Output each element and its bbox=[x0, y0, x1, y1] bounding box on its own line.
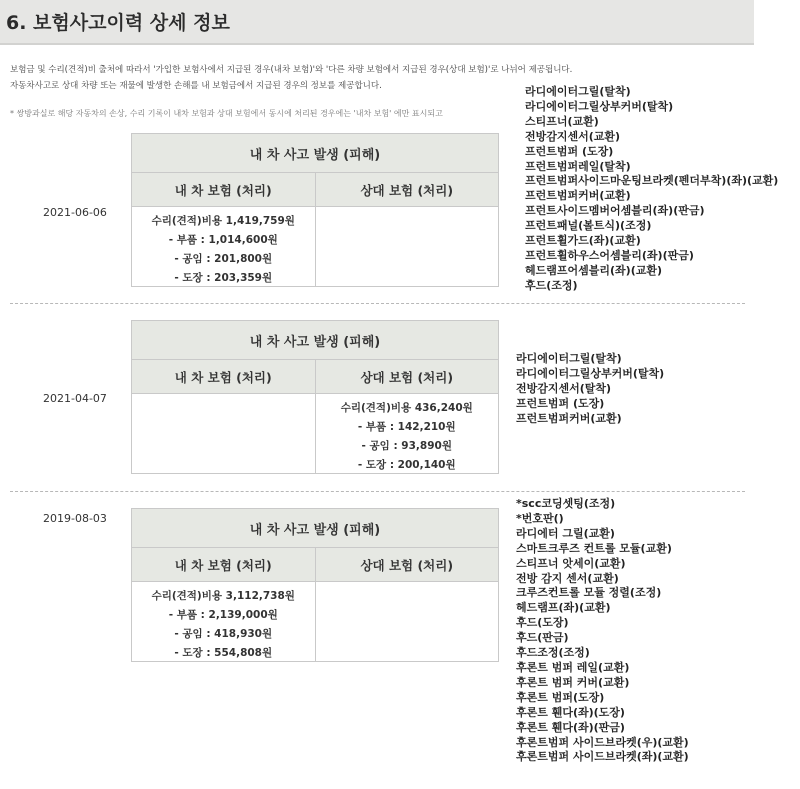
list-item: 후론트 범퍼 커버(교환) bbox=[516, 675, 630, 689]
intro-line-2: 자동차사고로 상대 차량 또는 재물에 발생한 손해를 내 보험금에서 지급된 경우의 정보를 제공합니다. bbox=[10, 81, 382, 91]
repair-total: 수리(견적)비용 436,240원 bbox=[340, 402, 473, 414]
list-item: 크루즈컨트롤 모듈 정렬(조정) bbox=[516, 586, 662, 600]
labor-cost: - 공임 : 201,800원 bbox=[174, 253, 273, 265]
list-item: 후론트범퍼 사이드브라켓(우)(교환) bbox=[516, 735, 689, 749]
other-insurance-cell bbox=[315, 394, 499, 473]
list-item: 라디에이터그릴(탈착) bbox=[516, 352, 622, 365]
list-item: 헤드램프(좌)(교환) bbox=[516, 601, 611, 615]
paint-cost: - 도장 : 200,140원 bbox=[357, 459, 456, 471]
my-insurance-header: 내 차 보험 (처리) bbox=[174, 557, 272, 573]
other-insurance-cell bbox=[315, 207, 499, 286]
list-item: 스티프너 앗세이(교환) bbox=[516, 556, 626, 570]
list-item: 프런트범퍼 (도장) bbox=[525, 144, 614, 158]
table-title: 내 차 사고 발생 (피해) bbox=[132, 321, 498, 360]
list-item: 후드(판금) bbox=[516, 631, 569, 645]
list-item: *번호판() bbox=[516, 511, 564, 525]
list-item: 프런트사이드멤버어셈블리(좌)(판금) bbox=[525, 204, 705, 218]
list-item: 스마트크루즈 컨트롤 모듈(교환) bbox=[516, 541, 672, 555]
list-item: 라디에이터그릴(탈착) bbox=[525, 85, 631, 98]
list-item: 라디에이터그릴상부커버(탈착) bbox=[516, 366, 665, 380]
list-item: 후론트 휀다(좌)(도장) bbox=[516, 705, 625, 719]
parts-cost: - 부품 : 142,210원 bbox=[357, 421, 456, 433]
list-item: 전방감지센서(탈착) bbox=[516, 381, 612, 395]
record-divider bbox=[10, 303, 745, 304]
list-item: 헤드램프어셈블리(좌)(교환) bbox=[525, 263, 662, 277]
list-item: *scc코딩셋팅(조정) bbox=[516, 497, 616, 510]
list-item: 프런트범퍼커버(교환) bbox=[516, 411, 622, 425]
repair-total: 수리(견적)비용 3,112,738원 bbox=[151, 590, 295, 602]
other-insurance-header: 상대 보험 (처리) bbox=[315, 360, 499, 393]
my-insurance-cell bbox=[132, 582, 315, 661]
section-header bbox=[0, 0, 754, 45]
accident-table bbox=[131, 320, 499, 474]
list-item: 프런트범퍼커버(교환) bbox=[525, 189, 631, 203]
list-item: 프런트범퍼사이드마운팅브라켓(펜더부착)(좌)(교환) bbox=[525, 174, 779, 188]
list-item: 후드조정(조정) bbox=[516, 646, 590, 660]
list-item: 프런트휠하우스어셈블리(좌)(판금) bbox=[525, 248, 694, 262]
paint-cost: - 도장 : 203,359원 bbox=[174, 272, 273, 284]
record-divider bbox=[10, 491, 745, 492]
intro-line-1: 보험금 및 수리(견적)비 출처에 따라서 '가입한 보험사에서 지급된 경우(내차 보험)'와 '다른 차량 보험에서 지급된 경우(상대 보험)'로 나뉘어 제공됩니다. bbox=[10, 65, 573, 75]
list-item: 후론트 범퍼 레일(교환) bbox=[516, 660, 630, 674]
list-item: 전방 감지 센서(교환) bbox=[516, 571, 619, 585]
list-item: 전방감지센서(교환) bbox=[525, 129, 621, 143]
list-item: 라디에이터그릴상부커버(탈착) bbox=[525, 99, 674, 113]
note-text: * 쌍방과실로 해당 자동차의 손상, 수리 기록이 내차 보험과 상대 보험에서 동시에 처리된 경우에는 '내차 보험' 에만 표시되고 bbox=[10, 109, 443, 118]
my-insurance-cell bbox=[132, 394, 315, 473]
list-item: 프런트범퍼레일(탈착) bbox=[525, 159, 631, 173]
repair-total: 수리(견적)비용 1,419,759원 bbox=[151, 215, 295, 227]
labor-cost: - 공임 : 418,930원 bbox=[174, 628, 273, 640]
paint-cost: - 도장 : 554,808원 bbox=[174, 647, 273, 659]
list-item: 프런트패널(볼트식)(조정) bbox=[525, 219, 652, 233]
list-item: 후드(도장) bbox=[516, 616, 569, 630]
list-item: 후론트 범퍼(도장) bbox=[516, 690, 605, 704]
accident-table bbox=[131, 133, 499, 287]
list-item: 프런트휠가드(좌)(교환) bbox=[525, 234, 641, 248]
other-insurance-header: 상대 보험 (처리) bbox=[315, 548, 499, 581]
my-insurance-cell bbox=[132, 207, 315, 286]
list-item: 프런트범퍼 (도장) bbox=[516, 396, 605, 410]
my-insurance-header: 내 차 보험 (처리) bbox=[174, 182, 272, 198]
list-item: 후드(조정) bbox=[525, 278, 578, 292]
table-title: 내 차 사고 발생 (피해) bbox=[132, 134, 498, 173]
list-item: 스티프너(교환) bbox=[525, 114, 599, 128]
record-date: 2019-08-03 bbox=[43, 512, 107, 525]
other-insurance-header: 상대 보험 (처리) bbox=[315, 173, 499, 206]
repair-parts-list bbox=[516, 352, 664, 427]
repair-parts-list bbox=[516, 497, 689, 765]
table-title: 내 차 사고 발생 (피해) bbox=[132, 509, 498, 548]
other-insurance-cell bbox=[315, 582, 499, 661]
list-item: 후론트범퍼 사이드브라켓(좌)(교환) bbox=[516, 750, 689, 764]
parts-cost: - 부품 : 2,139,000원 bbox=[168, 609, 278, 621]
list-item: 라디에터 그릴(교환) bbox=[516, 526, 615, 540]
my-insurance-header: 내 차 보험 (처리) bbox=[174, 369, 272, 385]
record-date: 2021-06-06 bbox=[43, 206, 107, 219]
list-item: 후론트 휀다(좌)(판금) bbox=[516, 720, 625, 734]
section-title: 6. 보험사고이력 상세 정보 bbox=[6, 12, 230, 34]
parts-cost: - 부품 : 1,014,600원 bbox=[168, 234, 278, 246]
repair-parts-list bbox=[525, 85, 778, 294]
accident-table bbox=[131, 508, 499, 662]
record-date: 2021-04-07 bbox=[43, 392, 107, 405]
labor-cost: - 공임 : 93,890원 bbox=[361, 440, 452, 452]
